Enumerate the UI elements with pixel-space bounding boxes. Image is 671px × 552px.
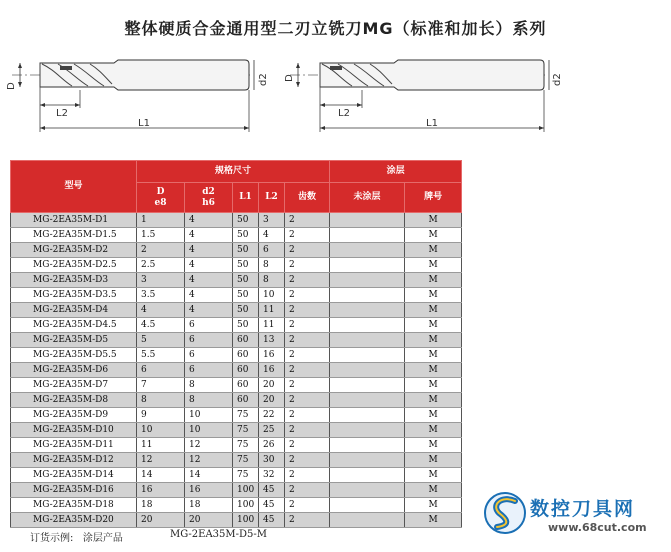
cell-d2: 6 <box>185 318 233 333</box>
cell-d2: 12 <box>185 453 233 468</box>
cell-brand: M <box>405 453 462 468</box>
cell-brand: M <box>405 393 462 408</box>
dim-L2-label-left: L2 <box>56 108 68 119</box>
cell-teeth: 2 <box>285 258 330 273</box>
cell-model: MG-2EA35M-D3 <box>11 273 137 288</box>
cell-brand: M <box>405 513 462 528</box>
cell-D: 5.5 <box>137 348 185 363</box>
order-example-label: 订货示例: <box>30 533 74 544</box>
cell-brand: M <box>405 288 462 303</box>
cell-teeth: 2 <box>285 363 330 378</box>
cell-model: MG-2EA35M-D2.5 <box>11 258 137 273</box>
cell-brand: M <box>405 318 462 333</box>
cell-teeth: 2 <box>285 333 330 348</box>
cell-L2: 11 <box>259 303 285 318</box>
cell-brand: M <box>405 228 462 243</box>
cell-L1: 50 <box>233 273 259 288</box>
cell-d2: 8 <box>185 378 233 393</box>
tool-drawing-left <box>6 60 269 132</box>
watermark-url: www.68cut.com <box>548 521 647 534</box>
cell-L2: 10 <box>259 288 285 303</box>
cell-D: 9 <box>137 408 185 423</box>
cell-brand: M <box>405 438 462 453</box>
cell-D: 4.5 <box>137 318 185 333</box>
table-row <box>11 303 462 318</box>
cell-uncoated <box>330 318 405 333</box>
cell-model: MG-2EA35M-D9 <box>11 408 137 423</box>
cell-L1: 50 <box>233 228 259 243</box>
cell-L1: 75 <box>233 438 259 453</box>
table-row <box>11 453 462 468</box>
table-row <box>11 483 462 498</box>
cell-L1: 50 <box>233 288 259 303</box>
cell-model: MG-2EA35M-D20 <box>11 513 137 528</box>
cell-L2: 16 <box>259 363 285 378</box>
dim-L1-label-right: L1 <box>426 118 438 129</box>
cell-L1: 50 <box>233 213 259 228</box>
cell-d2: 4 <box>185 243 233 258</box>
cell-brand: M <box>405 423 462 438</box>
table-row <box>11 318 462 333</box>
dim-D-label-left: D <box>6 82 17 90</box>
cell-D: 2.5 <box>137 258 185 273</box>
cell-L2: 4 <box>259 228 285 243</box>
cell-teeth: 2 <box>285 468 330 483</box>
cell-model: MG-2EA35M-D2 <box>11 243 137 258</box>
cell-L2: 45 <box>259 513 285 528</box>
cell-brand: M <box>405 468 462 483</box>
cell-teeth: 2 <box>285 288 330 303</box>
table-row <box>11 243 462 258</box>
cell-brand: M <box>405 378 462 393</box>
cell-D: 5 <box>137 333 185 348</box>
cell-uncoated <box>330 333 405 348</box>
cell-L2: 11 <box>259 318 285 333</box>
cell-L2: 30 <box>259 453 285 468</box>
cell-model: MG-2EA35M-D1 <box>11 213 137 228</box>
cell-teeth: 2 <box>285 318 330 333</box>
cell-uncoated <box>330 363 405 378</box>
table-row <box>11 408 462 423</box>
cell-model: MG-2EA35M-D4 <box>11 303 137 318</box>
table-row <box>11 363 462 378</box>
cell-teeth: 2 <box>285 213 330 228</box>
cell-teeth: 2 <box>285 348 330 363</box>
cell-L1: 60 <box>233 363 259 378</box>
page-title: 整体硬质合金通用型二刃立铣刀MG（标准和加长）系列 <box>124 19 547 38</box>
cell-uncoated <box>330 453 405 468</box>
cell-D: 3 <box>137 273 185 288</box>
cell-d2: 14 <box>185 468 233 483</box>
cell-L2: 25 <box>259 423 285 438</box>
table-row <box>11 378 462 393</box>
table-row <box>11 348 462 363</box>
cell-L1: 100 <box>233 483 259 498</box>
col-group-spec: 规格尺寸 <box>137 161 330 183</box>
cell-uncoated <box>330 483 405 498</box>
cell-uncoated <box>330 393 405 408</box>
cell-d2: 16 <box>185 483 233 498</box>
cell-teeth: 2 <box>285 393 330 408</box>
cell-L2: 13 <box>259 333 285 348</box>
cell-L1: 60 <box>233 393 259 408</box>
cell-d2: 8 <box>185 393 233 408</box>
cell-L1: 75 <box>233 423 259 438</box>
order-example <box>30 529 268 544</box>
cell-model: MG-2EA35M-D7 <box>11 378 137 393</box>
cell-brand: M <box>405 273 462 288</box>
cell-model: MG-2EA35M-D4.5 <box>11 318 137 333</box>
cell-D: 1.5 <box>137 228 185 243</box>
cell-d2: 4 <box>185 303 233 318</box>
cell-model: MG-2EA35M-D8 <box>11 393 137 408</box>
cell-teeth: 2 <box>285 408 330 423</box>
cell-uncoated <box>330 348 405 363</box>
table-row <box>11 258 462 273</box>
cell-model: MG-2EA35M-D6 <box>11 363 137 378</box>
table-row <box>11 333 462 348</box>
cell-d2: 20 <box>185 513 233 528</box>
cell-d2: 4 <box>185 288 233 303</box>
table-row <box>11 273 462 288</box>
cell-L1: 50 <box>233 258 259 273</box>
coating-product-label: 涂层产品 <box>82 533 123 544</box>
cell-L1: 60 <box>233 348 259 363</box>
cell-D: 2 <box>137 243 185 258</box>
cell-d2: 18 <box>185 498 233 513</box>
cell-model: MG-2EA35M-D5 <box>11 333 137 348</box>
cell-L2: 45 <box>259 483 285 498</box>
cell-d2: 6 <box>185 363 233 378</box>
spec-table-body <box>11 213 462 528</box>
cell-L2: 45 <box>259 498 285 513</box>
cell-teeth: 2 <box>285 423 330 438</box>
cell-model: MG-2EA35M-D14 <box>11 468 137 483</box>
cell-L1: 75 <box>233 453 259 468</box>
table-row <box>11 228 462 243</box>
cell-teeth: 2 <box>285 498 330 513</box>
cell-uncoated <box>330 258 405 273</box>
dim-d2-label-left: d2 <box>258 73 269 86</box>
dim-L2-label-right: L2 <box>338 108 350 119</box>
cell-d2: 12 <box>185 438 233 453</box>
cell-D: 1 <box>137 213 185 228</box>
table-row <box>11 423 462 438</box>
cell-L1: 100 <box>233 498 259 513</box>
cell-model: MG-2EA35M-D3.5 <box>11 288 137 303</box>
cell-teeth: 2 <box>285 438 330 453</box>
cell-d2: 4 <box>185 228 233 243</box>
cell-D: 18 <box>137 498 185 513</box>
col-header-d2: d2 h6 <box>185 183 233 213</box>
dim-L1-label-left: L1 <box>138 118 150 129</box>
end-mill-drawing <box>0 50 671 140</box>
cell-uncoated <box>330 288 405 303</box>
cell-brand: M <box>405 483 462 498</box>
cell-uncoated <box>330 513 405 528</box>
dim-D-label-right: D <box>284 74 295 82</box>
cell-d2: 4 <box>185 273 233 288</box>
cell-brand: M <box>405 498 462 513</box>
cell-D: 16 <box>137 483 185 498</box>
cell-model: MG-2EA35M-D18 <box>11 498 137 513</box>
cell-model: MG-2EA35M-D5.5 <box>11 348 137 363</box>
cell-uncoated <box>330 213 405 228</box>
cell-teeth: 2 <box>285 453 330 468</box>
table-row <box>11 213 462 228</box>
cell-L2: 20 <box>259 378 285 393</box>
cell-D: 20 <box>137 513 185 528</box>
cell-teeth: 2 <box>285 243 330 258</box>
col-header-brand: 牌号 <box>405 183 462 213</box>
cell-L1: 100 <box>233 513 259 528</box>
watermark-brand: 数控刀具网 <box>530 498 636 520</box>
cell-brand: M <box>405 333 462 348</box>
table-row <box>11 393 462 408</box>
cell-D: 11 <box>137 438 185 453</box>
cell-L1: 50 <box>233 303 259 318</box>
cell-uncoated <box>330 438 405 453</box>
cell-model: MG-2EA35M-D10 <box>11 423 137 438</box>
cell-uncoated <box>330 228 405 243</box>
cell-D: 6 <box>137 363 185 378</box>
cell-teeth: 2 <box>285 483 330 498</box>
table-row <box>11 468 462 483</box>
col-header-L1: L1 <box>233 183 259 213</box>
col-header-uncoated: 未涂层 <box>330 183 405 213</box>
cell-D: 4 <box>137 303 185 318</box>
table-row <box>11 498 462 513</box>
cell-d2: 6 <box>185 348 233 363</box>
cell-D: 3.5 <box>137 288 185 303</box>
cell-uncoated <box>330 303 405 318</box>
cell-D: 10 <box>137 423 185 438</box>
cell-brand: M <box>405 408 462 423</box>
cell-teeth: 2 <box>285 273 330 288</box>
cell-uncoated <box>330 498 405 513</box>
cell-L1: 75 <box>233 468 259 483</box>
cell-model: MG-2EA35M-D11 <box>11 438 137 453</box>
cell-L2: 8 <box>259 273 285 288</box>
cell-teeth: 2 <box>285 228 330 243</box>
cell-d2: 6 <box>185 333 233 348</box>
cell-brand: M <box>405 243 462 258</box>
cell-model: MG-2EA35M-D12 <box>11 453 137 468</box>
cell-brand: M <box>405 363 462 378</box>
table-row <box>11 438 462 453</box>
cell-L1: 60 <box>233 378 259 393</box>
cell-L1: 75 <box>233 408 259 423</box>
dim-d2-label-right: d2 <box>552 73 563 86</box>
cell-L2: 8 <box>259 258 285 273</box>
cell-teeth: 2 <box>285 303 330 318</box>
cell-L1: 60 <box>233 333 259 348</box>
cell-D: 14 <box>137 468 185 483</box>
cell-L2: 32 <box>259 468 285 483</box>
cell-d2: 4 <box>185 258 233 273</box>
cell-uncoated <box>330 408 405 423</box>
cell-D: 12 <box>137 453 185 468</box>
spec-table <box>10 160 462 528</box>
cell-uncoated <box>330 378 405 393</box>
cell-L2: 3 <box>259 213 285 228</box>
tool-drawing-right <box>284 60 563 132</box>
col-header-model: 型号 <box>11 161 137 213</box>
cell-L2: 20 <box>259 393 285 408</box>
cell-model: MG-2EA35M-D16 <box>11 483 137 498</box>
cell-uncoated <box>330 243 405 258</box>
cell-uncoated <box>330 423 405 438</box>
cell-D: 8 <box>137 393 185 408</box>
site-logo-icon <box>481 487 533 539</box>
cell-D: 7 <box>137 378 185 393</box>
col-header-L2: L2 <box>259 183 285 213</box>
cell-teeth: 2 <box>285 513 330 528</box>
cell-L2: 22 <box>259 408 285 423</box>
cell-L1: 50 <box>233 318 259 333</box>
cell-uncoated <box>330 273 405 288</box>
cell-d2: 10 <box>185 423 233 438</box>
cell-L1: 50 <box>233 243 259 258</box>
cell-brand: M <box>405 348 462 363</box>
cell-L2: 26 <box>259 438 285 453</box>
col-group-coating: 涂层 <box>330 161 462 183</box>
table-row <box>11 513 462 528</box>
col-header-teeth: 齿数 <box>285 183 330 213</box>
cell-uncoated <box>330 468 405 483</box>
cell-brand: M <box>405 303 462 318</box>
cell-model: MG-2EA35M-D1.5 <box>11 228 137 243</box>
cell-d2: 4 <box>185 213 233 228</box>
cell-d2: 10 <box>185 408 233 423</box>
table-row <box>11 288 462 303</box>
cell-L2: 6 <box>259 243 285 258</box>
cell-L2: 16 <box>259 348 285 363</box>
cell-brand: M <box>405 213 462 228</box>
col-header-D: D e8 <box>137 183 185 213</box>
cell-teeth: 2 <box>285 378 330 393</box>
order-example-code: MG-2EA35M-D5-M <box>170 529 268 540</box>
cell-brand: M <box>405 258 462 273</box>
